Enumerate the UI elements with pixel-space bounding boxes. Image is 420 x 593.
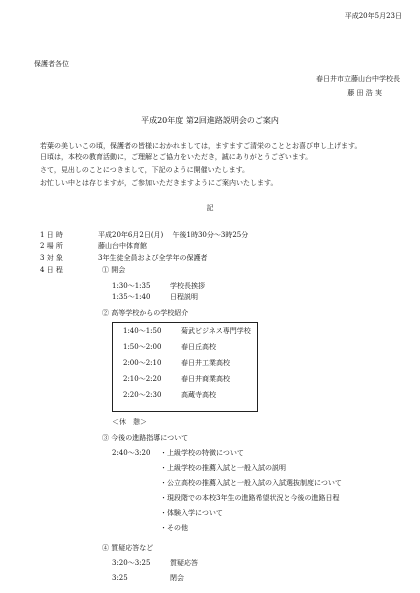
schedule-time: 1:40～1:50 — [123, 327, 162, 335]
schedule-item: 閉会 — [170, 574, 184, 582]
guidance-item: ・上級学校の特徴について — [160, 449, 244, 457]
principal-name: 藤 田 浩 実 — [347, 89, 382, 97]
issue-date: 平成20年5月23日 — [344, 12, 402, 20]
school-name: 春日井市立藤山台中学校長 — [316, 75, 400, 83]
body-paragraph: さて，見出しのことにつきまして，下記のように開催いたします。 — [40, 166, 250, 174]
schedule-time: 1:50～2:00 — [123, 343, 162, 351]
target-value: 3年生徒全員および全学年の保護者 — [98, 254, 208, 262]
guidance-item: ・公立高校の推薦入試と一般入試の入試選抜制度について — [160, 479, 342, 487]
addressee: 保護者各位 — [34, 60, 69, 68]
date-label: 1 日 時 — [40, 231, 63, 239]
section-opening: ① 開会 — [102, 266, 126, 274]
ki-heading: 記 — [206, 204, 214, 212]
guidance-item: ・体験入学について — [160, 509, 223, 517]
schedule-row — [123, 359, 230, 368]
school-intro-box — [112, 322, 258, 412]
place-label: 2 場 所 — [40, 242, 63, 250]
schedule-row — [123, 391, 216, 400]
schedule-item: 春日丘高校 — [181, 343, 216, 351]
schedule-time: 1:30～1:35 — [112, 282, 151, 290]
schedule-time: 2:40～3:20 — [112, 449, 151, 457]
schedule-item: 春日井工業高校 — [181, 359, 230, 367]
schedule-row — [123, 343, 216, 352]
guidance-item: ・その他 — [160, 524, 188, 532]
date-value: 平成20年6月2日(月) 午後1時30分～3時25分 — [98, 231, 249, 239]
section-school-intro: ② 高等学校からの学校紹介 — [102, 309, 189, 317]
schedule-item: 学校長挨拶 — [170, 282, 205, 290]
schedule-row — [123, 375, 230, 384]
section-qa: ④ 質疑応答など — [102, 544, 154, 552]
schedule-time: 2:20～2:30 — [123, 391, 162, 399]
schedule-item: 質疑応答 — [170, 559, 198, 567]
schedule-item: 春日井商業高校 — [181, 375, 230, 383]
program-label: 4 日 程 — [40, 266, 63, 274]
guidance-item: ・現段階での本校3年生の進路希望状況と今後の進路日程 — [160, 494, 340, 502]
schedule-time: 3:25 — [112, 574, 128, 582]
body-paragraph: お忙しい中とは存じますが，ご参加いただきますようにご案内いたします。 — [40, 179, 278, 187]
schedule-time: 3:20～3:25 — [112, 559, 151, 567]
section-guidance: ③ 今後の進路指導について — [102, 434, 189, 442]
schedule-item: 菊武ビジネス専門学校 — [181, 327, 251, 335]
schedule-row — [112, 282, 205, 291]
place-value: 藤山台中体育館 — [98, 242, 147, 250]
schedule-item: 日程説明 — [170, 293, 198, 301]
schedule-time: 2:00～2:10 — [123, 359, 162, 367]
schedule-time: 1:35～1:40 — [112, 293, 151, 301]
body-paragraph: 日頃は，本校の教育活動に，ご理解とご協力をいただき，誠にありがとうございます。 — [40, 153, 313, 161]
schedule-time: 2:10～2:20 — [123, 375, 162, 383]
schedule-row — [123, 327, 251, 336]
break-label: ＜休 憩＞ — [112, 418, 147, 426]
document-title: 平成20年度 第2回進路説明会のご案内 — [141, 116, 279, 125]
schedule-item: 高蔵寺高校 — [181, 391, 216, 399]
guidance-item: ・上級学校の推薦入試と一般入試の説明 — [160, 464, 286, 472]
body-paragraph: 若葉の美しいこの頃，保護者の皆様におかれましては，ますますご清栄のこととお喜び申し上げます。 — [40, 142, 362, 150]
schedule-row — [112, 574, 184, 583]
schedule-row — [112, 293, 198, 302]
schedule-row — [112, 559, 198, 568]
target-label: 3 対 象 — [40, 254, 63, 262]
